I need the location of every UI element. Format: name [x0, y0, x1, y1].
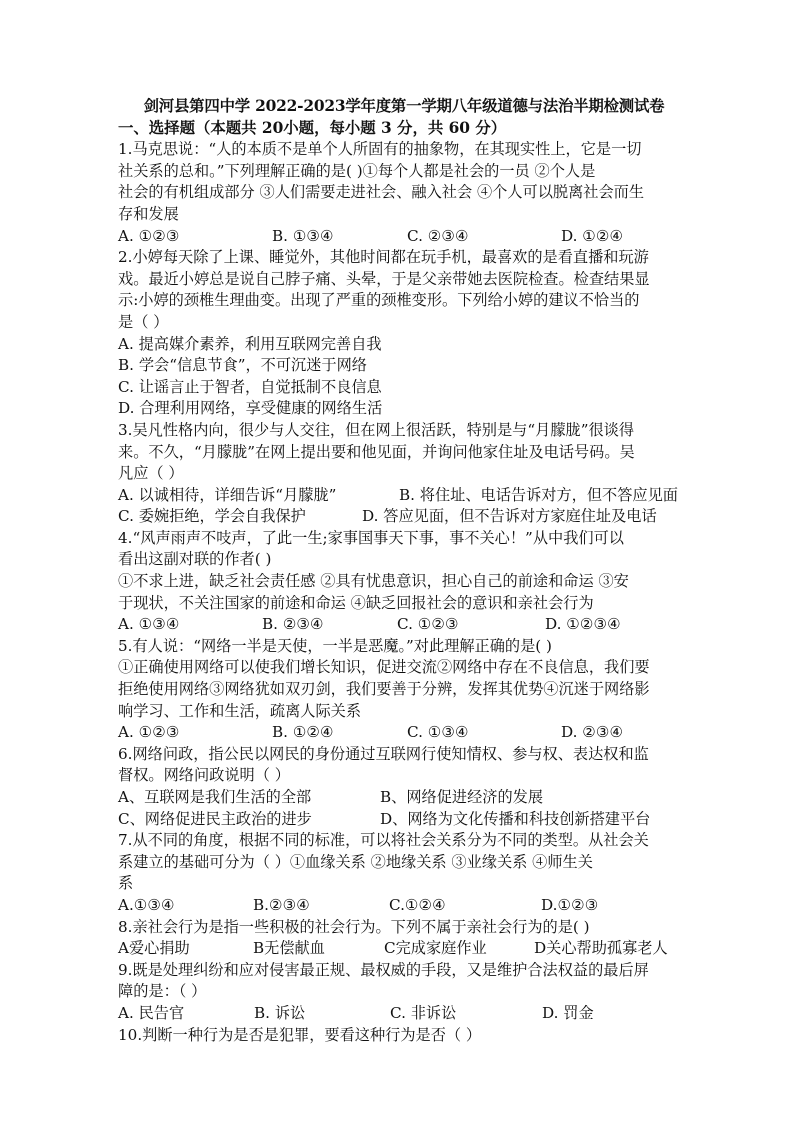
options-row	[118, 506, 678, 528]
question-line: 看出这副对联的作者( )	[118, 550, 272, 569]
option-d: D、网络为文化传播和科技创新搭建平台	[380, 809, 651, 828]
options-row	[118, 787, 678, 809]
option-d: D. 合理利用网络，享受健康的网络生活	[118, 399, 383, 418]
question-7	[118, 830, 678, 916]
question-line: 障的是：（ ）	[118, 982, 207, 1001]
question-line: 是（ ）	[118, 312, 169, 331]
question-line: 2.小婷每天除了上课、睡觉外，其他时间都在玩手机，最喜欢的是看直播和玩游	[118, 248, 649, 267]
question-line: 5.有人说：“网络一半是天使，一半是恶魔。”对此理解正确的是( )	[118, 636, 552, 655]
option-a: A. 以诚相待，详细告诉“月朦胧”	[118, 485, 337, 504]
question-9	[118, 960, 678, 1025]
option-b: B. ①③④	[272, 226, 334, 245]
options-row	[118, 226, 678, 248]
option-b: B无偿献血	[253, 939, 325, 958]
option-b: B、网络促进经济的发展	[380, 788, 544, 806]
option-a: A. ①③④	[118, 615, 180, 634]
option-d: D. ①②③④	[545, 615, 621, 634]
option-c: C. ①②③	[397, 615, 459, 634]
question-line: 7.从不同的角度，根据不同的标准，可以将社会关系分为不同的类型。从社会关	[118, 831, 649, 850]
option-c: C、网络促进民主政治的进步	[118, 809, 312, 828]
options-row	[118, 895, 678, 917]
question-line: 响学习、工作和生活，疏离人际关系	[118, 701, 361, 720]
question-4	[118, 528, 678, 636]
option-d: D. ②③④	[561, 723, 624, 742]
option-a: A. ①②③	[118, 723, 180, 742]
option-b: B.②③④	[253, 895, 310, 914]
question-line: ①正确使用网络可以使我们增长知识，促进交流②网络中存在不良信息，我们要	[118, 658, 650, 677]
question-line: 存和发展	[118, 204, 179, 223]
question-2	[118, 247, 678, 420]
option-a: A.①③④	[118, 895, 175, 914]
option-b: B. 诉讼	[254, 1003, 306, 1022]
option-d: D. ①②④	[561, 226, 624, 245]
option-c: C. 非诉讼	[390, 1003, 457, 1022]
option-a: A爱心捐助	[118, 939, 190, 958]
question-1	[118, 139, 678, 247]
option-d: D. 答应见面，但不告诉对方家庭住址及电话	[362, 507, 657, 526]
question-line: 系	[118, 874, 134, 893]
option-c: C. 让谣言止于智者，自觉抵制不良信息	[118, 377, 382, 396]
question-line: 9.既是处理纠纷和应对侵害最正规、最权威的手段，又是维护合法权益的最后屏	[118, 960, 649, 979]
options-row	[118, 485, 678, 507]
question-line: 社关系的总和。”下列理解正确的是( )①每个人都是社会的一员 ②个人是	[118, 161, 596, 180]
option-a: A. ①②③	[118, 226, 180, 245]
question-3	[118, 420, 678, 528]
section-heading: 一、选择题（本题共 20小题，每小题 3 分，共 60 分）	[118, 118, 507, 137]
question-line: 3.吴凡性格内向，很少与人交往，但在网上很活跃，特别是与“月朦胧”很谈得	[118, 420, 635, 439]
options-row	[118, 722, 678, 744]
options-row	[118, 1003, 678, 1025]
question-line: 凡应（ ）	[118, 464, 184, 483]
question-line: 10.判断一种行为是否是犯罪，要看这种行为是否（ ）	[118, 1025, 482, 1044]
question-line: 于现状，不关注国家的前途和命运 ④缺乏回报社会的意识和亲社会行为	[118, 593, 594, 612]
option-d: D. 罚金	[542, 1003, 594, 1022]
option-c: C. ②③④	[407, 226, 469, 245]
question-line: 社会的有机组成部分 ③人们需要走进社会、融入社会 ④个人可以脱离社会而生	[118, 183, 645, 202]
question-line: 戏。最近小婷总是说自己脖子痛、头晕，于是父亲带她去医院检查。检查结果显	[118, 269, 650, 288]
option-b: B. 将住址、电话告诉对方，但不答应见面	[398, 485, 678, 504]
option-d: D关心帮助孤寡老人	[534, 939, 668, 958]
options-row	[118, 614, 678, 636]
option-b: B. 学会“信息节食”，不可沉迷于网络	[118, 356, 367, 375]
question-line: 系建立的基础可分为（ ）①血缘关系 ②地缘关系 ③业缘关系 ④师生关	[118, 852, 593, 871]
option-b: B. ①②④	[272, 723, 334, 742]
question-6	[118, 744, 678, 830]
question-line: 6.网络问政，指公民以网民的身份通过互联网行使知情权、参与权、表达权和监	[118, 744, 649, 763]
question-line: 拒绝使用网络③网络犹如双刃剑，我们要善于分辨，发挥其优势④沉迷于网络影	[118, 680, 650, 699]
option-a: A、互联网是我们生活的全部	[118, 788, 312, 806]
question-5	[118, 636, 678, 744]
option-a: A. 民告官	[118, 1003, 185, 1022]
question-10	[118, 1025, 678, 1047]
option-c: C完成家庭作业	[384, 939, 487, 958]
options-row	[118, 938, 678, 960]
question-line: 示:小婷的颈椎生理曲变。出现了严重的颈椎变形。下列给小婷的建议不恰当的	[118, 291, 640, 310]
question-line: 1.马克思说：“人的本质不是单个人所固有的抽象物，在其现实性上，它是一切	[118, 140, 642, 159]
options-row	[118, 809, 678, 831]
option-a: A. 提高媒介素养，利用互联网完善自我	[118, 334, 382, 353]
option-c: C. ①③④	[407, 723, 469, 742]
option-d: D.①②③	[541, 895, 599, 914]
exam-page	[118, 96, 678, 1046]
question-line: 4.“风声雨声不吱声，了此一生;家事国事天下事，事不关心！”从中我们可以	[118, 528, 624, 547]
exam-title: 剑河县第四中学 2022-2023学年度第一学期八年级道德与法治半期检测试卷	[143, 97, 665, 115]
question-8	[118, 917, 678, 960]
option-b: B. ②③④	[262, 615, 324, 634]
question-line: 8.亲社会行为是指一些积极的社会行为。下列不属于亲社会行为的是( )	[118, 917, 590, 936]
option-c: C. 委婉拒绝，学会自我保护	[118, 507, 306, 526]
option-c: C.①②④	[389, 895, 446, 914]
question-line: 督权。网络问政说明（ ）	[118, 766, 290, 785]
question-line: ①不求上进，缺乏社会责任感 ②具有忧患意识，担心自己的前途和命运 ③安	[118, 572, 629, 591]
question-line: 来。不久，“月朦胧”在网上提出要和他见面，并询问他家住址及电话号码。吴	[118, 442, 635, 461]
